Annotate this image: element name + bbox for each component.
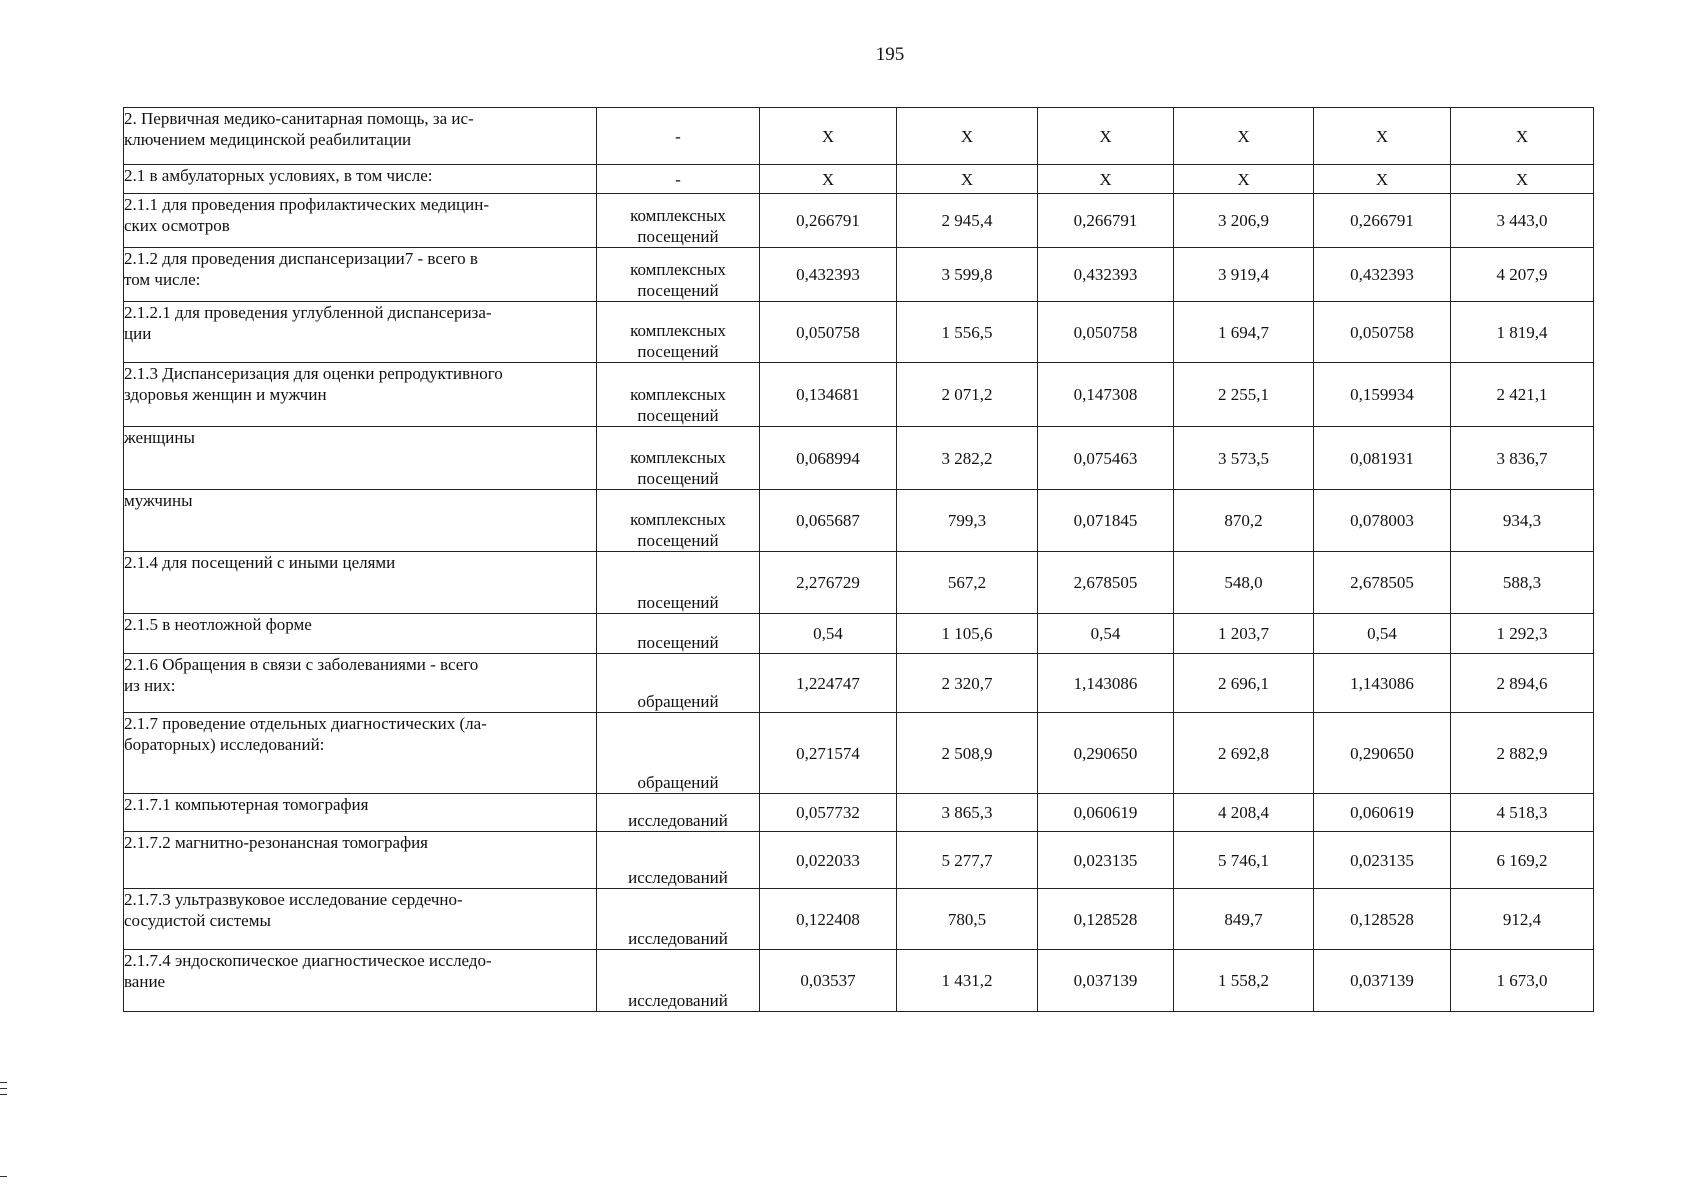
unit-cell: комплексных посещений: [597, 248, 760, 302]
value-cell: Х: [1174, 165, 1314, 194]
unit-cell: комплексных посещений: [597, 490, 760, 552]
value-cell: 0,081931: [1314, 427, 1451, 490]
row-description: 2.1.3 Диспансеризация для оценки репродуктивного здоровья женщин и мужчин: [124, 363, 597, 427]
value-cell: 1 203,7: [1174, 614, 1314, 654]
value-cell: 0,060619: [1314, 794, 1451, 832]
value-cell: 1 694,7: [1174, 302, 1314, 363]
unit-cell: комплексных посещений: [597, 194, 760, 248]
value-cell: 1,143086: [1314, 654, 1451, 713]
unit-cell: исследований: [597, 794, 760, 832]
table-row: [124, 552, 1594, 614]
value-cell: 2 255,1: [1174, 363, 1314, 427]
row-description: 2.1.2 для проведения диспансеризации7 - всего в том числе:: [124, 248, 597, 302]
value-cell: 4 207,9: [1451, 248, 1594, 302]
value-cell: Х: [1038, 108, 1174, 165]
value-cell: 1 105,6: [897, 614, 1038, 654]
row-description: 2. Первичная медико-санитарная помощь, за ис- ключением медицинской реабилитации: [124, 108, 597, 165]
value-cell: 1,143086: [1038, 654, 1174, 713]
value-cell: 5 746,1: [1174, 832, 1314, 889]
value-cell: 1 673,0: [1451, 950, 1594, 1012]
value-cell: 0,128528: [1038, 889, 1174, 950]
value-cell: 0,03537: [760, 950, 897, 1012]
value-cell: 0,54: [760, 614, 897, 654]
table-row: [124, 165, 1594, 194]
value-cell: 0,290650: [1314, 713, 1451, 794]
table-row: [124, 427, 1594, 490]
table-row: [124, 302, 1594, 363]
value-cell: 0,068994: [760, 427, 897, 490]
table-row: [124, 832, 1594, 889]
value-cell: 6 169,2: [1451, 832, 1594, 889]
value-cell: 0,022033: [760, 832, 897, 889]
value-cell: 2,276729: [760, 552, 897, 614]
value-cell: 2 692,8: [1174, 713, 1314, 794]
row-description: 2.1.2.1 для проведения углубленной диспансериза- ции: [124, 302, 597, 363]
value-cell: 3 836,7: [1451, 427, 1594, 490]
table-row: [124, 108, 1594, 165]
value-cell: 934,3: [1451, 490, 1594, 552]
value-cell: Х: [1451, 108, 1594, 165]
value-cell: 799,3: [897, 490, 1038, 552]
value-cell: 780,5: [897, 889, 1038, 950]
unit-cell: исследований: [597, 889, 760, 950]
value-cell: 3 573,5: [1174, 427, 1314, 490]
value-cell: 1 431,2: [897, 950, 1038, 1012]
value-cell: 1 558,2: [1174, 950, 1314, 1012]
value-cell: 548,0: [1174, 552, 1314, 614]
value-cell: 567,2: [897, 552, 1038, 614]
row-description: мужчины: [124, 490, 597, 552]
value-cell: 3 919,4: [1174, 248, 1314, 302]
value-cell: 1 292,3: [1451, 614, 1594, 654]
table-row: [124, 490, 1594, 552]
value-cell: 0,060619: [1038, 794, 1174, 832]
value-cell: Х: [897, 165, 1038, 194]
row-description: 2.1.7.4 эндоскопическое диагностическое исследо- вание: [124, 950, 597, 1012]
unit-cell: исследований: [597, 832, 760, 889]
row-description: 2.1 в амбулаторных условиях, в том числе:: [124, 165, 597, 194]
unit-cell: -: [597, 165, 760, 194]
margin-mark: [0, 1088, 7, 1089]
value-cell: 870,2: [1174, 490, 1314, 552]
value-cell: 0,432393: [1314, 248, 1451, 302]
table-row: [124, 654, 1594, 713]
value-cell: 0,037139: [1038, 950, 1174, 1012]
row-description: 2.1.6 Обращения в связи с заболеваниями - всего из них:: [124, 654, 597, 713]
row-description: 2.1.1 для проведения профилактических медицин- ских осмотров: [124, 194, 597, 248]
value-cell: 0,075463: [1038, 427, 1174, 490]
table-row: [124, 363, 1594, 427]
value-cell: 0,54: [1038, 614, 1174, 654]
value-cell: 2 508,9: [897, 713, 1038, 794]
page-number: 195: [875, 44, 905, 65]
row-description: 2.1.7.2 магнитно-резонансная томография: [124, 832, 597, 889]
table-row: [124, 248, 1594, 302]
value-cell: 2 945,4: [897, 194, 1038, 248]
table-row: [124, 889, 1594, 950]
value-cell: 0,023135: [1314, 832, 1451, 889]
margin-mark: [0, 1094, 7, 1095]
value-cell: 0,057732: [760, 794, 897, 832]
value-cell: Х: [1451, 165, 1594, 194]
value-cell: 0,290650: [1038, 713, 1174, 794]
value-cell: 1 556,5: [897, 302, 1038, 363]
value-cell: 0,037139: [1314, 950, 1451, 1012]
value-cell: 2 894,6: [1451, 654, 1594, 713]
value-cell: 0,159934: [1314, 363, 1451, 427]
unit-cell: исследований: [597, 950, 760, 1012]
value-cell: 0,050758: [1314, 302, 1451, 363]
row-description: 2.1.7 проведение отдельных диагностических (ла- бораторных) исследований:: [124, 713, 597, 794]
value-cell: 1 819,4: [1451, 302, 1594, 363]
value-cell: 0,271574: [760, 713, 897, 794]
value-cell: 1,224747: [760, 654, 897, 713]
value-cell: 0,147308: [1038, 363, 1174, 427]
value-cell: 0,54: [1314, 614, 1451, 654]
value-cell: 2,678505: [1038, 552, 1174, 614]
value-cell: 3 282,2: [897, 427, 1038, 490]
value-cell: 0,050758: [1038, 302, 1174, 363]
unit-cell: обращений: [597, 654, 760, 713]
value-cell: 849,7: [1174, 889, 1314, 950]
table-row: [124, 794, 1594, 832]
value-cell: 912,4: [1451, 889, 1594, 950]
value-cell: 0,432393: [1038, 248, 1174, 302]
value-cell: 2 696,1: [1174, 654, 1314, 713]
tariff-table: [123, 107, 1594, 1012]
table-row: [124, 713, 1594, 794]
value-cell: 0,078003: [1314, 490, 1451, 552]
table-row: [124, 950, 1594, 1012]
value-cell: 0,432393: [760, 248, 897, 302]
value-cell: 0,065687: [760, 490, 897, 552]
table-row: [124, 614, 1594, 654]
value-cell: 0,122408: [760, 889, 897, 950]
value-cell: 2 320,7: [897, 654, 1038, 713]
row-description: 2.1.7.1 компьютерная томография: [124, 794, 597, 832]
value-cell: 4 208,4: [1174, 794, 1314, 832]
value-cell: 588,3: [1451, 552, 1594, 614]
unit-cell: комплексных посещений: [597, 363, 760, 427]
value-cell: 0,266791: [1038, 194, 1174, 248]
value-cell: 0,134681: [760, 363, 897, 427]
value-cell: 2 421,1: [1451, 363, 1594, 427]
row-description: 2.1.5 в неотложной форме: [124, 614, 597, 654]
unit-cell: обращений: [597, 713, 760, 794]
value-cell: 2,678505: [1314, 552, 1451, 614]
value-cell: 0,266791: [760, 194, 897, 248]
row-description: женщины: [124, 427, 597, 490]
row-description: 2.1.4 для посещений с иными целями: [124, 552, 597, 614]
margin-mark: [0, 1082, 7, 1083]
table-row: [124, 194, 1594, 248]
unit-cell: комплексных посещений: [597, 302, 760, 363]
value-cell: Х: [897, 108, 1038, 165]
row-description: 2.1.7.3 ультразвуковое исследование сердечно- сосудистой системы: [124, 889, 597, 950]
value-cell: 3 206,9: [1174, 194, 1314, 248]
unit-cell: посещений: [597, 614, 760, 654]
value-cell: Х: [760, 165, 897, 194]
value-cell: 2 882,9: [1451, 713, 1594, 794]
value-cell: Х: [1314, 108, 1451, 165]
value-cell: 3 865,3: [897, 794, 1038, 832]
value-cell: 4 518,3: [1451, 794, 1594, 832]
value-cell: Х: [760, 108, 897, 165]
value-cell: 3 599,8: [897, 248, 1038, 302]
value-cell: Х: [1314, 165, 1451, 194]
unit-cell: комплексных посещений: [597, 427, 760, 490]
value-cell: 3 443,0: [1451, 194, 1594, 248]
value-cell: Х: [1038, 165, 1174, 194]
value-cell: 5 277,7: [897, 832, 1038, 889]
unit-cell: посещений: [597, 552, 760, 614]
unit-cell: -: [597, 108, 760, 165]
value-cell: 0,050758: [760, 302, 897, 363]
value-cell: 2 071,2: [897, 363, 1038, 427]
table-body: [124, 108, 1594, 1012]
margin-mark: [0, 1176, 7, 1177]
value-cell: 0,023135: [1038, 832, 1174, 889]
value-cell: 0,266791: [1314, 194, 1451, 248]
value-cell: 0,128528: [1314, 889, 1451, 950]
value-cell: Х: [1174, 108, 1314, 165]
value-cell: 0,071845: [1038, 490, 1174, 552]
